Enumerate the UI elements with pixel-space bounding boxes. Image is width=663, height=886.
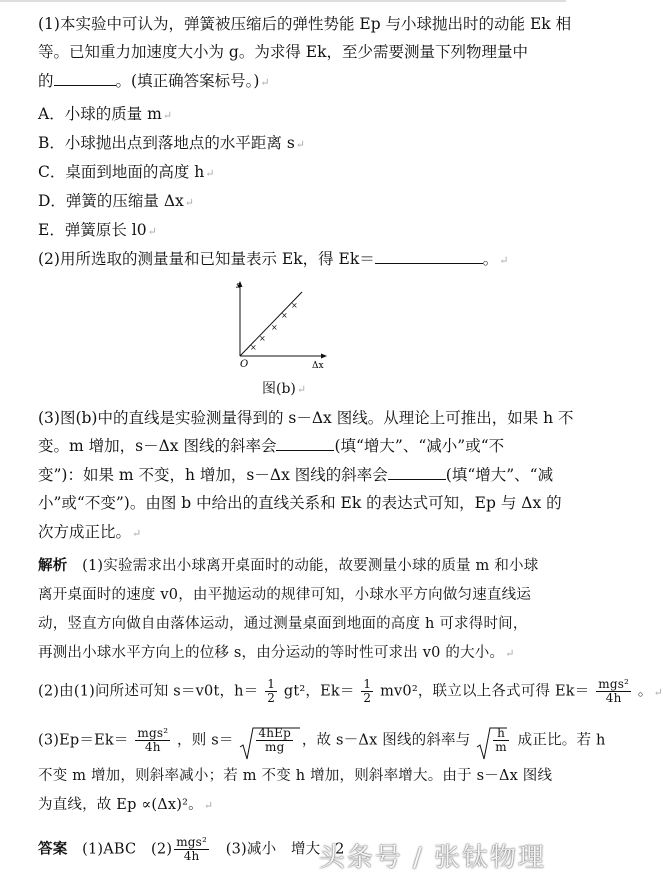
option-b: B．小球抛出点到落地点的水平距离 s↵ (38, 134, 305, 152)
analysis-line7: 不变 m 增加，则斜率减小；若 m 不变 h 增加，则斜率增大。由于 s－Δx 图线 (38, 768, 553, 784)
fraction-mgs2-4h: $\frac{\text{mgs²}}{4h}$ (598, 677, 630, 705)
s-dx-graph (226, 278, 346, 378)
data-point: × (291, 301, 298, 310)
q1-line2: 等。已知重力加速度大小为 g。为求得 Ek，至少需要测量下列物理量中 (38, 43, 528, 61)
q1-line1: (1)本实验中可认为，弹簧被压缩后的弹性势能 Ep 与小球抛出时的动能 Ek 相 (38, 15, 572, 33)
fraction-half: $\frac{1}{2}$ (363, 677, 372, 705)
top-border (0, 0, 566, 2)
origin-label: O (240, 359, 249, 370)
y-axis-label: s (236, 281, 241, 291)
option-e: E．弹簧原长 l0↵ (38, 221, 157, 239)
q3-line5: 次方成正比。↵ (38, 523, 142, 541)
fraction-answer: $\frac{\text{mgs²}}{4h}$ (176, 835, 208, 863)
q3-line4: 小”或“不变”)。由图 b 中给出的直线关系和 Ek 的表达式可知，Ep 与 Δx 的 (38, 494, 562, 512)
answer-blank-3[interactable] (276, 436, 334, 451)
option-d: D．弹簧的压缩量 Δx↵ (38, 192, 195, 210)
q2-line: (2)用所选取的测量量和已知量表示 Ek，得 Ek＝ 。↵ (38, 250, 509, 268)
q3-line1: (3)图(b)中的直线是实验测量得到的 s－Δx 图线。从理论上可推出，如果 h 不 (38, 409, 574, 427)
sqrt-expression: $\frac{\text{4hEp}}{mg}$ (240, 727, 295, 754)
fraction-mgs2-4h: $\frac{\text{mgs²}}{4h}$ (137, 726, 169, 754)
data-points (250, 301, 298, 352)
x-axis-arrow (321, 354, 327, 359)
q1-line3: 的 。(填正确答案标号。)↵ (38, 72, 270, 90)
x-axis-label: Δx (312, 361, 324, 371)
analysis-line2: 离开桌面时的速度 v0，由平抛运动的规律可知，小球水平方向做匀速直线运 (38, 587, 532, 603)
data-point: × (259, 334, 266, 343)
figure-caption: 图(b)↵ (262, 381, 307, 397)
analysis-line3: 动，竖直方向做自由落体运动，通过测量桌面到地面的高度 h 可求得时间， (38, 616, 528, 632)
option-c: C．桌面到地面的高度 h↵ (38, 163, 215, 181)
analysis-line1: 解析 (1)实验需求出小球离开桌面时的动能，故要测量小球的质量 m 和小球 (38, 557, 539, 574)
data-point: × (271, 323, 278, 332)
radical-sign (240, 727, 300, 761)
data-point: × (281, 311, 288, 320)
data-point: × (250, 343, 257, 352)
answer-line: 答案 (1)ABC (2) $\frac{\text{mgs²}}{4h}$ (3)减小 增大 2 (38, 835, 345, 863)
q3-line3: 变”)：如果 m 不变，h 增加，s－Δx 图线的斜率会 (填“增大”、“减 (38, 466, 554, 484)
answer-blank-4[interactable] (388, 465, 446, 480)
analysis-line6: (3)Ep＝Ek＝ $\frac{\text{mgs²}}{4h}$ ，则 s＝ $\frac{\text{4hEp}}{mg}$ ，故 s－Δx 图线的斜率与 $\frac{h}{m}$ 成正比。若 h (38, 727, 606, 754)
answer-label: 答案 (38, 840, 68, 858)
analysis-line5: (2)由(1)问所述可知 s＝v0t，h＝ $\frac{1}{2}$ gt²，Ek＝ $\frac{1}{2}$ mv0²，联立以上各式可得 Ek＝ $\frac{\text{mgs²}}{4h}$ 。↵ (38, 677, 663, 705)
q3-line2: 变。m 增加，s－Δx 图线的斜率会 (填“增大”、“减小”或“不 (38, 437, 505, 455)
analysis-label: 解析 (38, 557, 68, 574)
watermark: 头条号 / 张钛物理 (318, 843, 546, 873)
sqrt-expression: $\frac{h}{m}$ (477, 727, 511, 754)
analysis-line8: 为直线，故 Ep ∝(Δx)²。↵ (38, 797, 214, 813)
analysis-line4: 再测出小球水平方向上的位移 s，由分运动的等时性可求出 v0 的大小。↵ (38, 645, 515, 661)
fraction-half: $\frac{1}{2}$ (267, 677, 276, 705)
radical-sign (477, 727, 507, 761)
answer-blank-1[interactable] (54, 71, 116, 86)
option-a: A．小球的质量 m↵ (38, 105, 173, 123)
answer-blank-2[interactable] (375, 249, 483, 264)
